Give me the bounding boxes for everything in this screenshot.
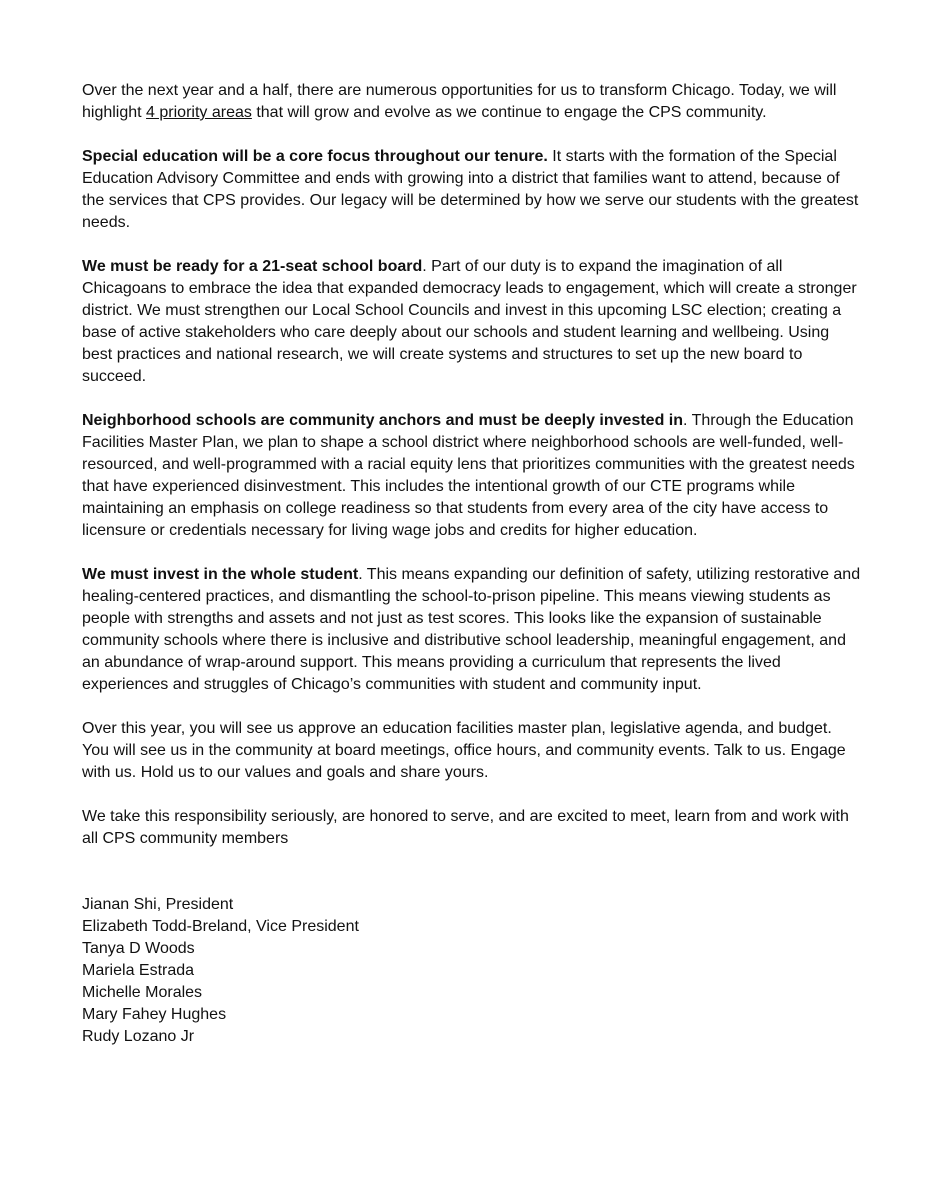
section-body: . Through the Education Facilities Master Plan, we plan to shape a school district where neighborhood schools are well-funded, well-resourced, and well-programmed with a racial equity lens that prioritizes communities with the greatest needs that have experienced disinvestment. This includes the intentional growth of our CTE programs while maintaining an emphasis on college readiness so that students from every area of the city have access to licensure or credentials necessary for living wage jobs and credits for higher education. xyxy=(82,412,855,539)
closing-paragraph-2: We take this responsibility seriously, are honored to serve, and are excited to meet, learn from and work with all CPS community members xyxy=(82,808,849,847)
section-body: It starts with the formation of the Special Education Advisory Committee and ends with growing into a district that families want to attend, because of the services that CPS provides. Our legacy will be determined by how we serve our students with the greatest needs. xyxy=(82,148,859,231)
section-special-education xyxy=(82,146,862,234)
signatories-list xyxy=(82,894,862,1048)
letter-page xyxy=(82,80,862,1048)
signatory: Jianan Shi, President xyxy=(82,896,234,913)
spacer xyxy=(82,872,862,894)
section-whole-student xyxy=(82,564,862,696)
signatory: Rudy Lozano Jr xyxy=(82,1028,195,1045)
signatory: Michelle Morales xyxy=(82,984,203,1001)
section-neighborhood-schools xyxy=(82,410,862,542)
priority-areas-link: 4 priority areas xyxy=(146,104,252,121)
section-heading: We must be ready for a 21-seat school board xyxy=(82,258,423,275)
intro-text-end: that will grow and evolve as we continue to engage the CPS community. xyxy=(251,104,767,121)
section-heading: Neighborhood schools are community anchors and must be deeply invested in xyxy=(82,412,683,429)
section-school-board xyxy=(82,256,862,388)
signatory: Mariela Estrada xyxy=(82,962,195,979)
section-heading: Special education will be a core focus throughout our tenure. xyxy=(82,148,548,165)
closing-paragraph-1: Over this year, you will see us approve an education facilities master plan, legislative agenda, and budget. You will see us in the community at board meetings, office hours, and community events. Talk to us. Engage with us. Hold us to our values and goals and share yours. xyxy=(82,720,846,781)
section-body: . Part of our duty is to expand the imagination of all Chicagoans to embrace the idea that expanded democracy leads to engagement, which will create a stronger district. We must strengthen our Local School Councils and invest in this upcoming LSC election; creating a base of active stakeholders who care deeply about our schools and student learning and wellbeing. Using best practices and national research, we will create systems and structures to set up the new board to succeed. xyxy=(82,258,857,385)
intro-paragraph xyxy=(82,80,862,124)
section-heading: We must invest in the whole student xyxy=(82,566,359,583)
section-body: . This means expanding our definition of safety, utilizing restorative and healing-centered practices, and dismantling the school-to-prison pipeline. This means viewing students as people with strengths and assets and not just as test scores. This looks like the expansion of sustainable community schools where there is inclusive and distributive school leadership, meaningful engagement, and an abundance of wrap-around support. This means providing a curriculum that represents the lived experiences and struggles of Chicago’s communities with student and community input. xyxy=(82,566,861,693)
signatory: Elizabeth Todd-Breland, Vice President xyxy=(82,918,359,935)
signatory: Tanya D Woods xyxy=(82,940,195,957)
intro-text-start: Over the next year and a half, there are numerous opportunities for us to transform Chicago. Today, we will highlight xyxy=(82,82,837,121)
signatory: Mary Fahey Hughes xyxy=(82,1006,227,1023)
